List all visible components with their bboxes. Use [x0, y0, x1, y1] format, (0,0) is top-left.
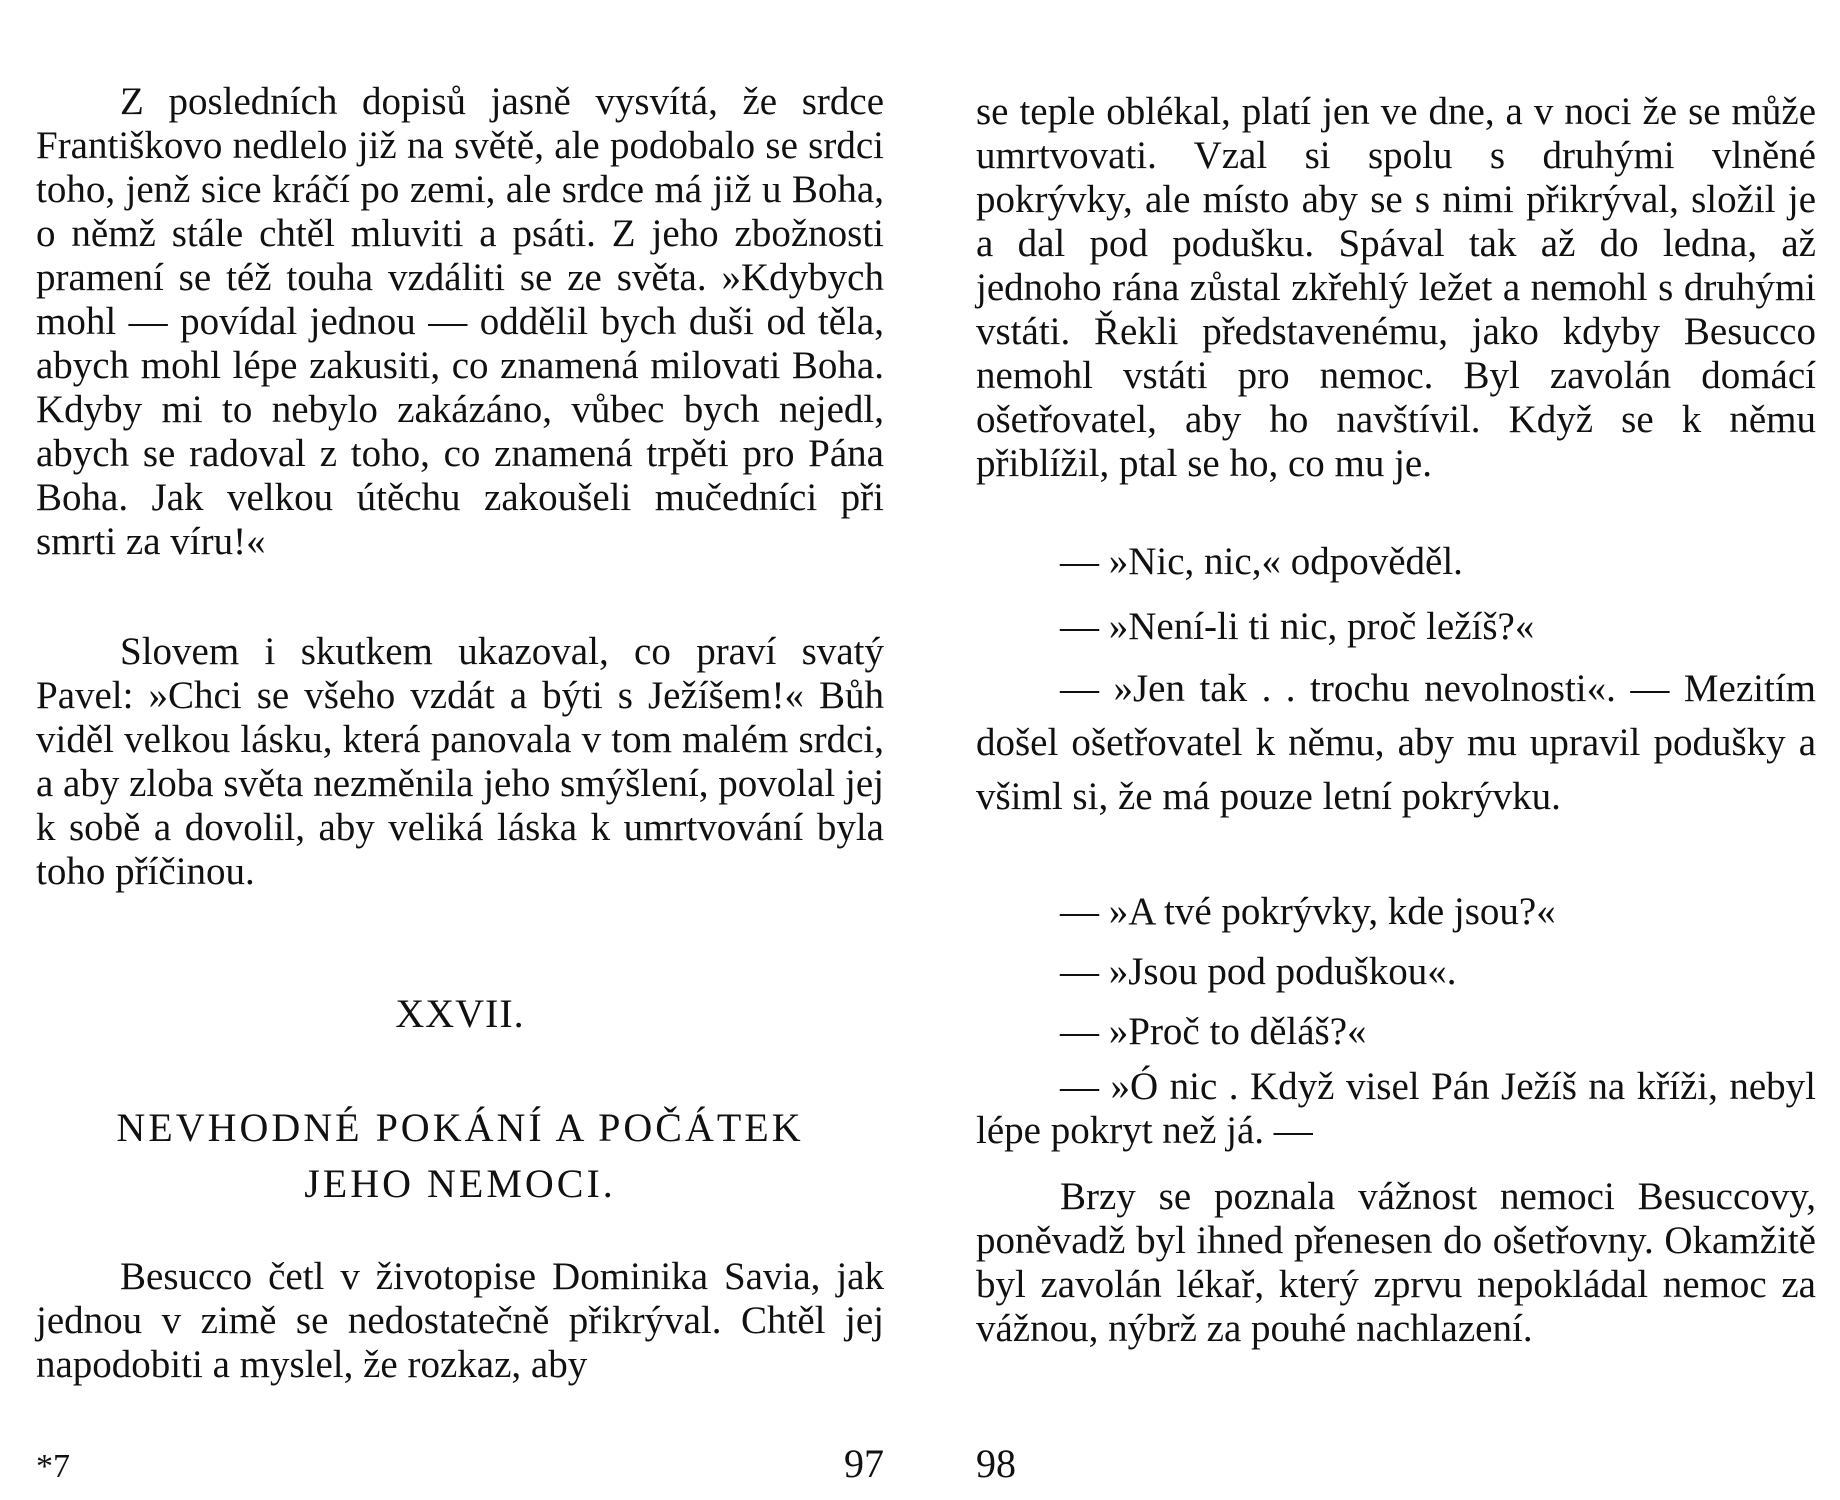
- dialogue-text: — »Nic, nic,« odpověděl.: [1060, 540, 1463, 583]
- dialogue-line: [976, 662, 1816, 824]
- dialogue-line: [976, 950, 1816, 994]
- right-page: [976, 0, 1816, 1500]
- dialogue-text: — »Proč to děláš?«: [1060, 1010, 1367, 1053]
- chapter-title: [36, 1100, 884, 1212]
- dialogue-line: [976, 1065, 1816, 1153]
- dialogue-text: — »A tvé pokrývky, kde jsou?«: [1060, 890, 1556, 933]
- folio-mark: *7: [36, 1448, 70, 1485]
- chapter-number: XXVII.: [395, 991, 525, 1036]
- right-paragraph-1: se teple oblékal, platí jen ve dne, a v noci že se může umrtvovati. Vzal si spolu s druhými vlněné pokrývky, ale místo aby se s nimi přikrýval, složil je a dal pod podušku. Spával tak až do ledna, až jednoho rána zůstal zkřehlý ležet a nemohl s druhými vstáti. Řekli představenému, jako kdyby Besucco nemohl vstáti pro nemoc. Byl zavolán domácí ošetřovatel, aby ho navštívil. Když se k němu přiblížil, ptal se ho, co mu je.: [976, 90, 1816, 485]
- dialogue-line: [976, 1010, 1816, 1054]
- left-paragraph-3: Besucco četl v životopise Dominika Savia, jak jednou v zimě se nedostatečně přikrýval. Chtěl jej napodobiti a myslel, že rozkaz, aby: [36, 1255, 884, 1386]
- dialogue-text: — »Jen tak . . trochu nevolnosti«. — Mezitím došel ošetřovatel k němu, aby mu upravil podušky a všiml si, že má pouze letní pokrývku.: [976, 667, 1816, 818]
- right-paragraph-last: Brzy se poznala vážnost nemoci Besuccovy, poněvadž byl ihned přenesen do ošetřovny. Okamžitě byl zavolán lékař, který zprvu nepokládal nemoc za vážnou, nýbrž za pouhé nachlazení.: [976, 1175, 1816, 1350]
- dialogue-line: [976, 605, 1816, 649]
- dialogue-text: — »Jsou pod poduškou«.: [1060, 950, 1457, 993]
- left-paragraph-1: Z posledních dopisů jasně vysvítá, že srdce Františkovo nedlelo již na světě, ale podobalo se srdci toho, jenž sice kráčí po zemi, ale srdce má již u Boha, o němž stále chtěl mluviti a psáti. Z jeho zbožnosti pramení se též touha vzdáliti se ze světa. »Kdybych mohl — povídal jednou — oddělil bych duši od těla, abych mohl lépe zakusiti, co znamená milovati Boha. Kdyby mi to nebylo zakázáno, vůbec bych nejedl, abych se radoval z toho, co znamená trpěti pro Pána Boha. Jak velkou útěchu zakoušeli mučedníci při smrti za víru!«: [36, 80, 884, 563]
- left-paragraph-2: Slovem i skutkem ukazoval, co praví svatý Pavel: »Chci se všeho vzdát a býti s Ježíšem!« Bůh viděl velkou lásku, která panovala v tom malém srdci, a aby zloba světa nezměnila jeho smýšlení, povolal jej k sobě a dovolil, aby veliká láska k umrtvování byla toho příčinou.: [36, 630, 884, 893]
- left-page: [36, 0, 884, 1500]
- dialogue-line: [976, 540, 1816, 584]
- chapter-title-line-1: NEVHODNÉ POKÁNÍ A POČÁTEK: [116, 1105, 804, 1150]
- dialogue-line: [976, 890, 1816, 934]
- dialogue-text: — »Ó nic . Když visel Pán Ježíš na kříži, nebyl lépe pokryt než já. —: [976, 1065, 1816, 1152]
- page-number-left: 97: [844, 1441, 884, 1486]
- dialogue-text: — »Není-li ti nic, proč ležíš?«: [1060, 605, 1535, 648]
- chapter-title-line-2: JEHO NEMOCI.: [304, 1161, 616, 1206]
- page-number-right: 98: [976, 1441, 1016, 1486]
